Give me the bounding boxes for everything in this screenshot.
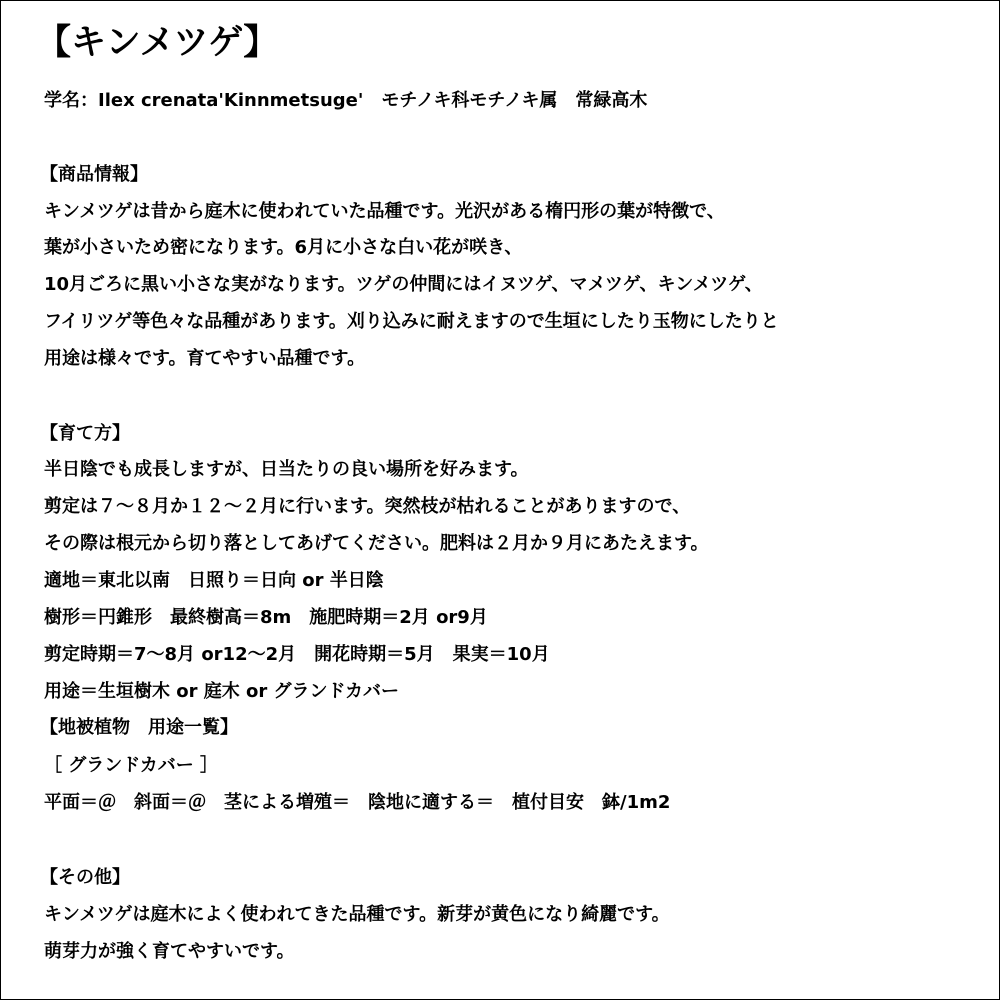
groundcover-specs: 平面＝＠ 斜面＝＠ 茎による増殖＝ 陰地に適する＝ 植付目安 鉢/1m2 [44, 792, 671, 813]
care-heading: 【育て方】 [40, 423, 130, 444]
care-line: その際は根元から切り落としてあげてください。肥料は２月か９月にあたえます。 [44, 533, 709, 554]
care-spec-line: 適地＝東北以南 日照り＝日向 or 半日陰 [44, 570, 384, 591]
product-info-line: 用途は様々です。育てやすい品種です。 [44, 348, 366, 369]
groundcover-subheading: ［ グランドカバー ］ [44, 755, 218, 776]
scientific-name: 学名：Ilex crenata'Kinnmetsuge' モチノキ科モチノキ属 常緑高木 [44, 90, 648, 111]
product-info-line: フイリツゲ等色々な品種があります。刈り込みに耐えますので生垣にしたり玉物にしたりと [44, 311, 779, 332]
product-info-line: 10月ごろに黒い小さな実がなります。ツゲの仲間にはイヌツゲ、マメツゲ、キンメツゲ、 [44, 274, 763, 295]
product-info-line: キンメツゲは昔から庭木に使われていた品種です。光沢がある楕円形の葉が特徴で、 [44, 201, 725, 222]
groundcover-heading: 【地被植物 用途一覧】 [40, 717, 238, 738]
care-spec-line: 樹形＝円錐形 最終樹高＝8m 施肥時期＝2月 or9月 [44, 607, 488, 628]
care-line: 剪定は７～８月か１２～２月に行います。突然枝が枯れることがありますので、 [44, 496, 691, 517]
page-title: 【キンメツゲ】 [36, 23, 279, 63]
care-line: 半日陰でも成長しますが、日当たりの良い場所を好みます。 [44, 459, 529, 480]
care-spec-line: 剪定時期＝7～8月 or12～2月 開花時期＝5月 果実＝10月 [44, 644, 550, 665]
other-line: キンメツゲは庭木によく使われてきた品種です。新芽が黄色になり綺麗です。 [44, 904, 670, 925]
product-info-line: 葉が小さいため密になります。6月に小さな白い花が咲き、 [44, 237, 523, 258]
product-info-heading: 【商品情報】 [40, 164, 148, 185]
care-spec-line: 用途＝生垣樹木 or 庭木 or グランドカバー [44, 681, 400, 702]
other-heading: 【その他】 [40, 867, 130, 888]
other-line: 萌芽力が強く育てやすいです。 [44, 941, 295, 962]
